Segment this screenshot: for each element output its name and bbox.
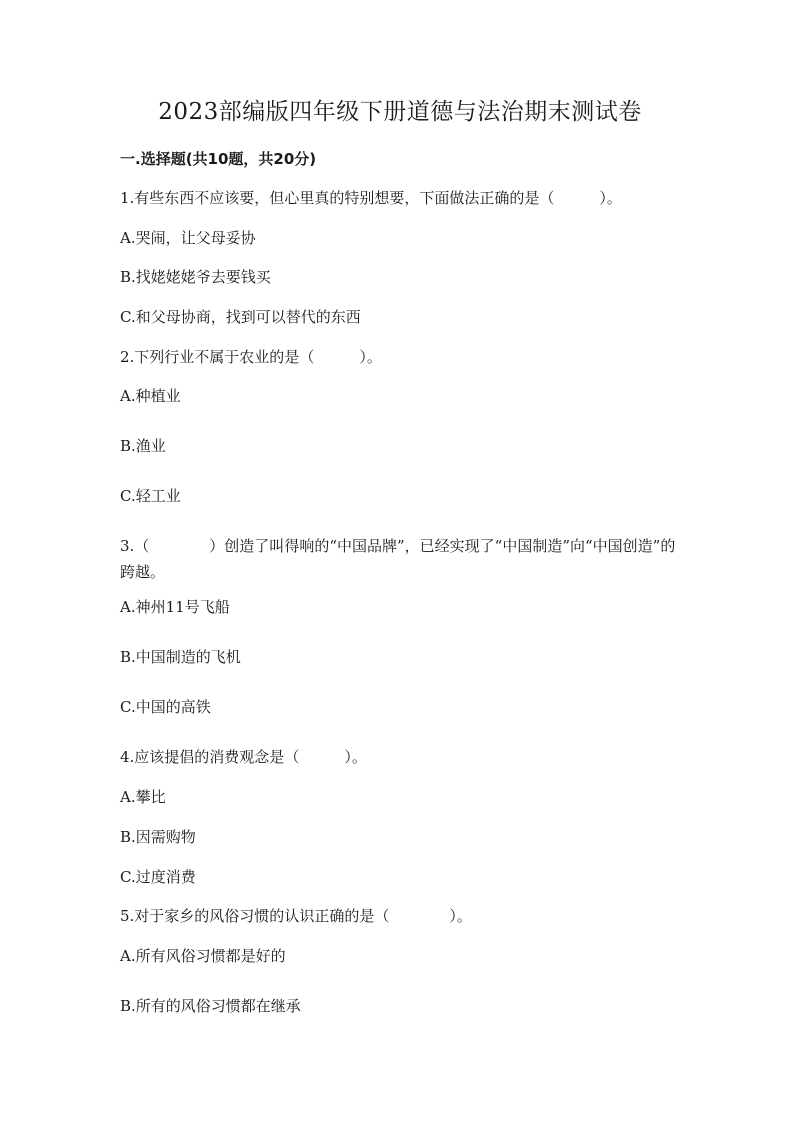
question-stem-1: 1.有些东西不应该要，但心里真的特别想要，下面做法正确的是（ ）。 bbox=[120, 189, 622, 207]
question-2-option-b: B.渔业 bbox=[120, 437, 166, 455]
question-4-option-a: A.攀比 bbox=[120, 788, 166, 806]
question-3-option-b: B.中国制造的飞机 bbox=[120, 648, 241, 666]
question-2-option-c: C.轻工业 bbox=[120, 487, 181, 505]
question-1-option-a: A.哭闹，让父母妥协 bbox=[120, 229, 256, 247]
question-3-option-c: C.中国的高铁 bbox=[120, 698, 211, 716]
question-5-option-a: A.所有风俗习惯都是好的 bbox=[120, 947, 286, 965]
question-stem-5: 5.对于家乡的风俗习惯的认识正确的是（ ）。 bbox=[120, 907, 472, 925]
question-1-option-c: C.和父母协商，找到可以替代的东西 bbox=[120, 308, 361, 326]
question-2-option-a: A.种植业 bbox=[120, 387, 181, 405]
section-heading: 一.选择题(共10题，共20分) bbox=[120, 150, 317, 168]
question-stem-2: 2.下列行业不属于农业的是（ ）。 bbox=[120, 348, 382, 366]
question-1-option-b: B.找姥姥姥爷去要钱买 bbox=[120, 268, 271, 286]
page-title: 2023部编版四年级下册道德与法治期末测试卷 bbox=[158, 99, 642, 125]
question-3-option-a: A.神州11号飞船 bbox=[120, 598, 230, 616]
question-4-option-c: C.过度消费 bbox=[120, 868, 196, 886]
question-stem-4: 4.应该提倡的消费观念是（ ）。 bbox=[120, 748, 367, 766]
question-stem-3: 3.（ ）创造了叫得响的“中国品牌”，已经实现了“中国制造”向“中国创造”的跨越。 bbox=[120, 537, 676, 581]
question-4-option-b: B.因需购物 bbox=[120, 828, 196, 846]
question-5-option-b: B.所有的风俗习惯都在继承 bbox=[120, 997, 301, 1015]
